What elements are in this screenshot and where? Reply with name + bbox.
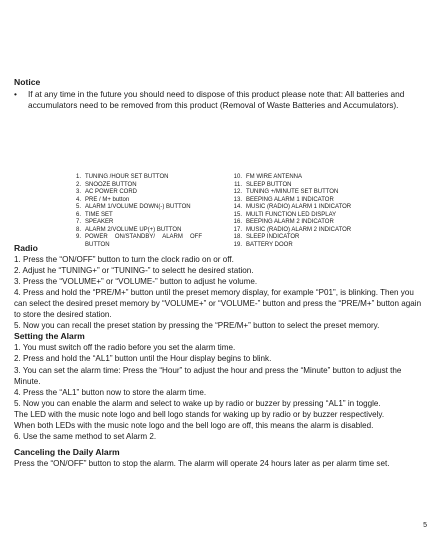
notice-text: If at any time in the future you should need to dispose of this product please note that: All batteries and accumulators need to be removed from this product (Removal of Waste Batteries and Accumulators). xyxy=(28,89,405,111)
alarm-step: 1. You must switch off the radio before you set the alarm time. xyxy=(14,343,236,353)
alarm-note: The LED with the music note logo and bell logo stands for waking up by radio or by buzzer respectively. xyxy=(14,409,385,419)
alarm-step: 4. Press the “AL1” button now to store the alarm time. xyxy=(14,387,207,397)
alarm-step: 2. Press and hold the “AL1” button until the Hour display begins to blink. xyxy=(14,354,272,364)
part-item: 5. ALARM 1/VOLUME DOWN(-) BUTTON xyxy=(75,204,191,211)
alarm-step: 3. You can set the alarm time: Press the “Hour” to adjust the hour and press the “Minute” button to adjust the Minute. xyxy=(14,365,402,386)
alarm-step: 5. Now you can enable the alarm and select to wake up by radio or buzzer by pressing “AL1” in toggle. xyxy=(14,398,381,408)
radio-step: 1. Press the “ON/OFF” button to turn the clock radio on or off. xyxy=(14,255,234,265)
alarm-heading: Setting the Alarm xyxy=(14,331,85,342)
part-item: 7. SPEAKER xyxy=(75,219,114,226)
part-item-9-continuation: BUTTON xyxy=(85,241,110,248)
part-item: 8. ALARM 2/VOLUME UP(+) BUTTON xyxy=(75,226,182,233)
radio-step: 4. Press and hold the “PRE/M+” button until the preset memory display, for example “P01”, is blinking. Then you can select the desired preset memory by “VOLUME+” or “VOLUME-” button and press the “PRE/M+” button again to store the desired station. xyxy=(14,288,422,320)
part-item: 16. BEEPING ALARM 2 INDICATOR xyxy=(233,219,334,226)
part-item: 19. BATTERY DOOR xyxy=(233,241,293,248)
part-item: 13. BEEPING ALARM 1 INDICATOR xyxy=(233,196,334,203)
part-item: 4. PRE / M+ button xyxy=(75,196,130,203)
part-item: 18. SLEEP INDICATOR xyxy=(233,234,300,241)
notice-bullet xyxy=(14,89,428,111)
alarm-step: 6. Use the same method to set Alarm 2. xyxy=(14,431,157,441)
part-item: 3. AC POWER CORD xyxy=(75,189,138,196)
notice-heading: Notice xyxy=(14,77,41,87)
part-item: 14. MUSIC (RADIO) ALARM 1 INDICATOR xyxy=(233,204,352,211)
radio-step: 3. Press the “VOLUME+” or “VOLUME-” button to adjust he volume. xyxy=(14,277,258,287)
cancel-alarm-heading: Canceling the Daily Alarm xyxy=(14,446,120,457)
parts-list-right xyxy=(228,174,428,249)
bullet-icon: • xyxy=(14,89,17,99)
page-number: 5 xyxy=(423,522,427,529)
part-item: 10. FM WIRE ANTENNA xyxy=(233,174,303,180)
radio-step: 2. Adjust he “TUNING+” or “TUNING-” to selectt he desired station. xyxy=(14,266,254,276)
parts-list-left xyxy=(67,174,232,249)
part-item: 12. TUNING +/MINUTE SET BUTTON xyxy=(233,189,339,196)
part-item: 15. MULTI FUNCTION LED DISPLAY xyxy=(233,211,337,218)
radio-heading: Radio xyxy=(14,243,38,253)
radio-step: 5. Now you can recall the preset station by pressing the “PRE/M+” button to select the preset memory. xyxy=(14,321,380,331)
alarm-note: When both LEDs with the music note logo and the bell logo are off, this means the alarm is disabled. xyxy=(14,420,374,430)
part-item: 6. TIME SET xyxy=(75,211,113,218)
instructions-body xyxy=(14,243,429,469)
part-item: 1. TUNING /HOUR SET BUTTON xyxy=(75,174,169,180)
part-item: 17. MUSIC (RADIO) ALARM 2 INDICATOR xyxy=(233,226,352,233)
part-item: 11. SLEEP BUTTON xyxy=(234,181,292,188)
part-item: 2. SNOOZE BUTTON xyxy=(75,181,137,188)
part-item-9: 9. POWER ON/STANDBY/ ALARM OFF xyxy=(75,234,202,241)
cancel-alarm-text: Press the “ON/OFF” button to stop the alarm. The alarm will operate 24 hours later as per alarm time set. xyxy=(14,458,390,468)
